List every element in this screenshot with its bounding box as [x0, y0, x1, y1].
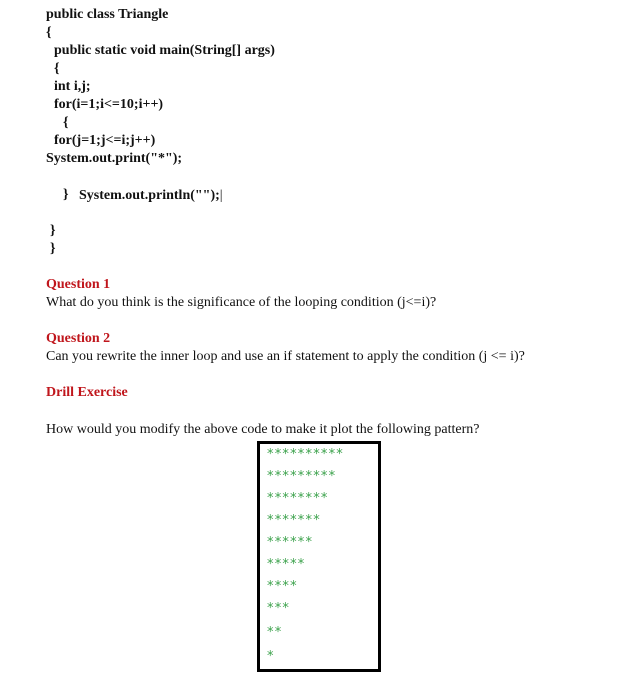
- pattern-row: ****: [267, 579, 298, 594]
- pattern-row: *******: [267, 513, 321, 528]
- pattern-row: *: [267, 649, 275, 664]
- code-line-main-open-brace: {: [54, 61, 60, 76]
- code-line-outer-loop: for(i=1;i<=10;i++): [54, 97, 164, 112]
- question-1-title: Question 1: [46, 277, 111, 292]
- pattern-row: **: [267, 625, 283, 640]
- code-line-declare-vars: int i,j;: [54, 79, 91, 94]
- question-1-text: What do you think is the significance of the looping condition (j<=i)?: [46, 295, 437, 310]
- drill-exercise-text: How would you modify the above code to make it plot the following pattern?: [46, 422, 480, 437]
- code-line-main-close-brace: }: [50, 223, 56, 238]
- pattern-row: ********: [267, 491, 329, 506]
- pattern-row: **********: [267, 447, 344, 462]
- pattern-row: *********: [267, 469, 337, 484]
- code-line-main-signature: public static void main(String[] args): [54, 43, 275, 58]
- star-pattern-box: [257, 441, 381, 672]
- pattern-row: ***: [267, 601, 291, 616]
- question-2-title: Question 2: [46, 331, 111, 346]
- pattern-row: *****: [267, 557, 306, 572]
- code-line-inner-loop: for(j=1;j<=i;j++): [54, 133, 156, 148]
- code-line-outer-open-brace: {: [63, 115, 69, 130]
- code-line-class-declaration: public class Triangle: [46, 7, 169, 22]
- code-line-outer-close-brace: }: [63, 187, 69, 202]
- question-2-text: Can you rewrite the inner loop and use an if statement to apply the condition (j <= i)?: [46, 349, 525, 364]
- pattern-row: ******: [267, 535, 314, 550]
- code-line-print-star: System.out.print("*");: [46, 151, 183, 166]
- code-line-println-row: [63, 168, 223, 222]
- code-line-class-close-brace: }: [50, 241, 56, 256]
- code-line-open-brace: {: [46, 25, 52, 40]
- drill-exercise-title: Drill Exercise: [46, 385, 128, 400]
- code-line-println: System.out.println("");: [79, 188, 220, 203]
- text-cursor: |: [219, 188, 223, 203]
